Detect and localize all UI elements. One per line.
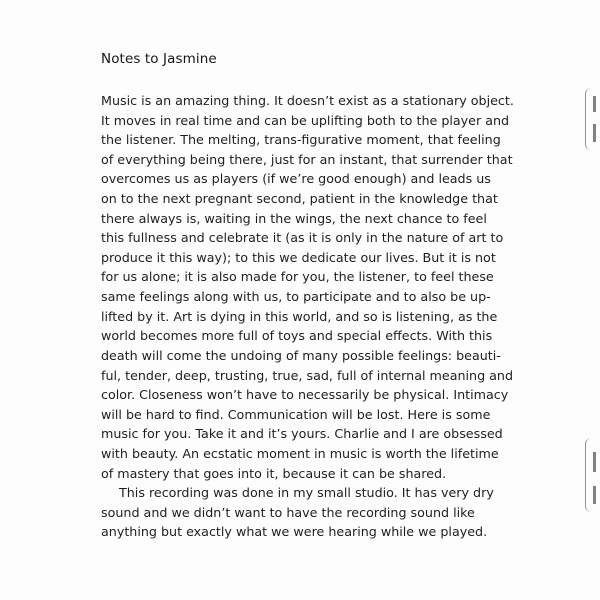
text-line: of everything being there, just for an instant, that surrender that <box>101 151 513 167</box>
text-line: death will come the undoing of many possible feelings: beauti- <box>101 347 501 363</box>
text-line: sound and we didn’t want to have the recording sound like <box>101 504 475 520</box>
page-edge-bleed-mark <box>593 96 596 112</box>
text-line: this fullness and celebrate it (as it is only in the nature of art to <box>101 230 504 246</box>
text-line: It moves in real time and can be uplifting both to the player and <box>101 112 510 128</box>
page-edge-bleed-mark <box>593 124 596 142</box>
text-line: produce it this way); to this we dedicate our lives. But it is not <box>101 249 496 265</box>
text-line: with beauty. An ecstatic moment in music is worth the lifetime <box>101 445 499 461</box>
text-line: there always is, waiting in the wings, the next chance to feel <box>101 210 487 226</box>
text-line: ful, tender, deep, trusting, true, sad, full of internal meaning and <box>101 367 514 383</box>
text-line: color. Closeness won’t have to necessarily be physical. Intimacy <box>101 387 509 403</box>
paragraph-start-line: This recording was done in my small studio. It has very dry <box>119 485 494 501</box>
text-line: Music is an amazing thing. It doesn’t exist as a stationary object. <box>101 93 514 108</box>
text-line: for us alone; it is also made for you, the listener, to feel these <box>101 269 494 285</box>
page-title: Notes to Jasmine <box>101 51 217 67</box>
text-line: music for you. Take it and it’s yours. Charlie and I are obsessed <box>101 426 503 442</box>
text-line: overcomes us as players (if we’re good enough) and leads us <box>101 171 491 187</box>
page-edge-bleed-mark <box>593 486 596 504</box>
text-line: world becomes more full of toys and special effects. With this <box>101 328 493 344</box>
text-line: of mastery that goes into it, because it can be shared. <box>101 465 447 481</box>
text-line: lifted by it. Art is dying in this world, and so is listening, as the <box>101 308 498 324</box>
body-text <box>101 91 521 542</box>
page-edge-bleed-mark <box>593 452 596 472</box>
text-line: the listener. The melting, trans-figurative moment, that feeling <box>101 132 501 148</box>
text-line: anything but exactly what we were hearing while we played. <box>101 524 488 540</box>
text-line: will be hard to find. Communication will be lost. Here is some <box>101 406 491 422</box>
text-line: same feelings along with us, to participate and to also be up- <box>101 289 491 305</box>
text-line: on to the next pregnant second, patient in the knowledge that <box>101 191 498 207</box>
